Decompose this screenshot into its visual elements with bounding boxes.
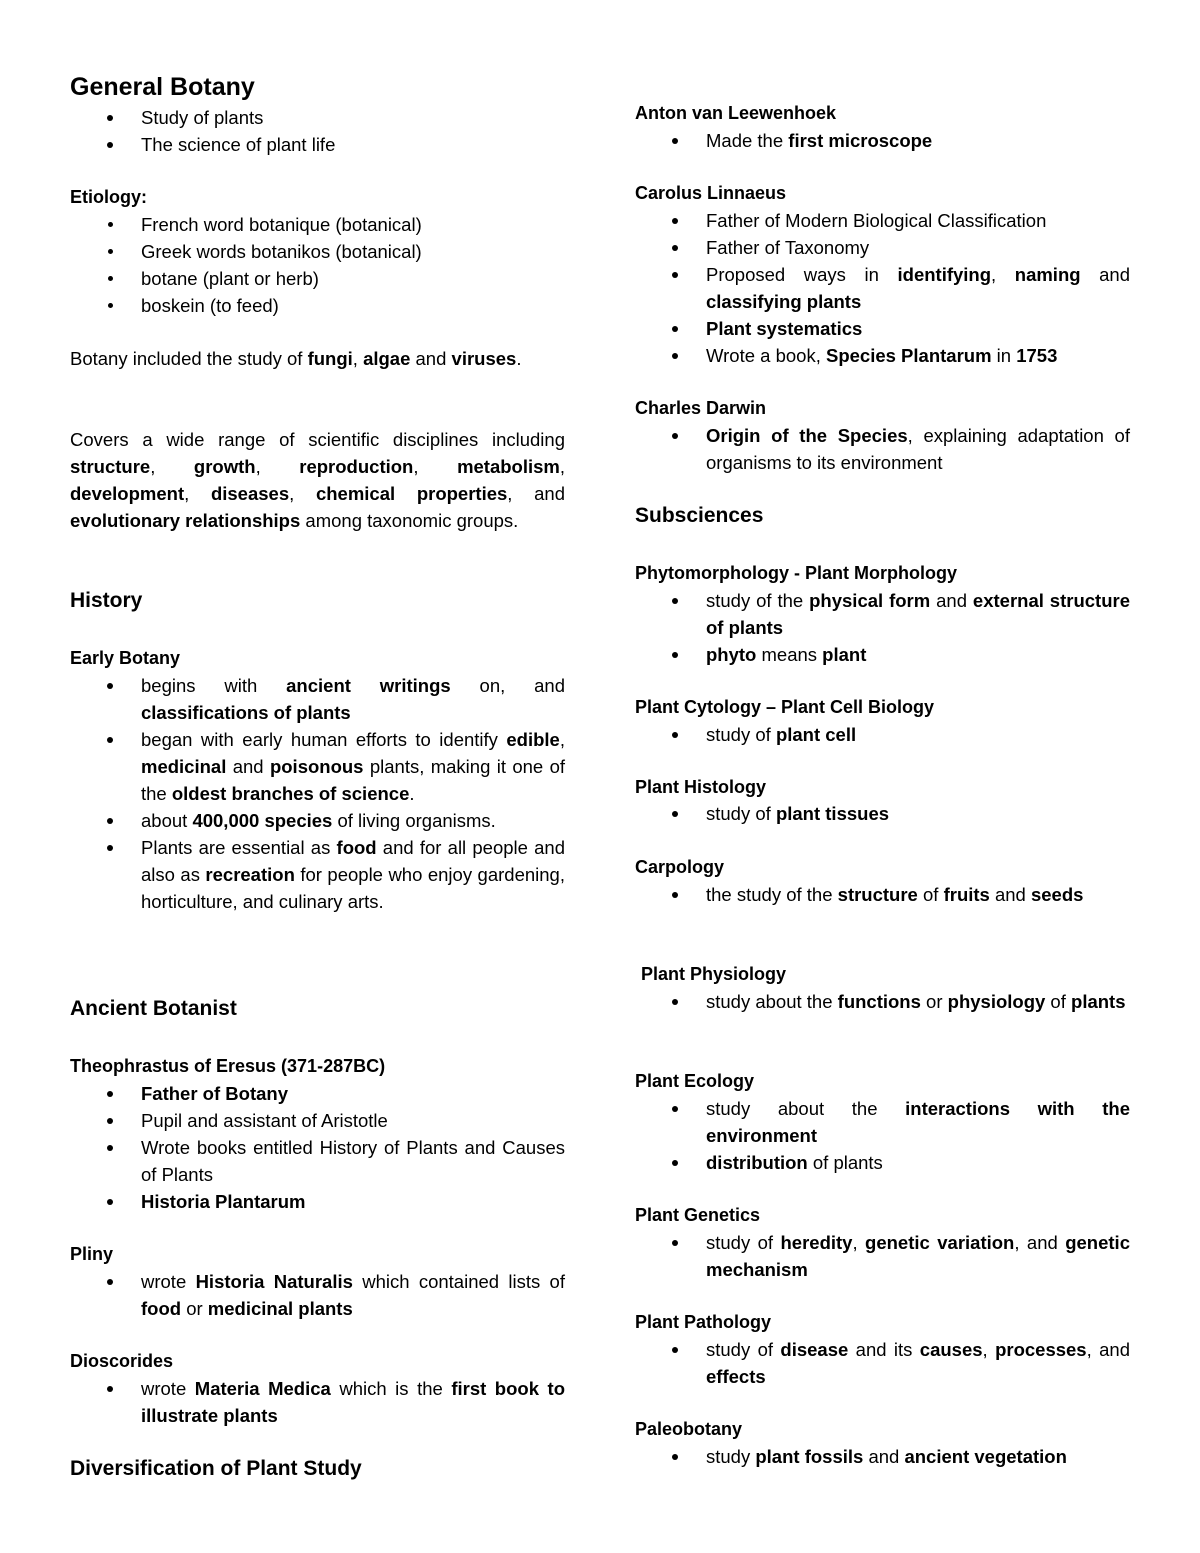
bold-term: plant cell [775,724,857,745]
paragraph-block [70,426,565,534]
list-item: Made the first microscope [635,127,1130,154]
bullet-list [70,104,565,158]
subheading-carolus-linnaeus [635,180,1130,207]
bold-term: development [70,483,185,504]
bold-term: distribution [706,1152,808,1173]
bullet-list [635,127,1130,154]
list-item [70,1080,565,1107]
heading-block [70,1456,565,1482]
subheading-plant-genetics [635,1202,1130,1229]
page-title-general-botany: General Botany [70,73,255,101]
bold-term: Etiology [70,187,141,207]
list-item: study plant fossils and ancient vegetation [635,1443,1130,1470]
bold-term: causes [919,1339,983,1360]
list-item: wrote Materia Medica which is the first book to illustrate plants [70,1375,565,1429]
bullet-list [70,211,565,319]
bold-term: chemical properties [315,483,508,504]
list-block [635,422,1130,476]
bold-term: medicinal [141,756,227,777]
subheading-block [635,1309,1130,1336]
subheading-dioscorides [70,1348,565,1375]
subheading-block [635,854,1130,881]
list-block [70,1268,565,1322]
bold-term: processes [995,1339,1087,1360]
bold-term: Theophrastus of Eresus (371-287BC) [70,1056,386,1076]
subheading-phytomorphology-plant-morphology: Phytomorphology - Plant Morphology [635,563,957,583]
bold-term: phyto [706,644,757,665]
list-item: French word botanique (botanical) [70,211,565,238]
bold-term: edible [506,729,560,750]
bold-term: growth [193,456,256,477]
list-block [635,1095,1130,1176]
subheading-block [635,395,1130,422]
list-block [635,587,1130,668]
list-item: began with early human efforts to identify edible, medicinal and poisonous plants, making it one of the oldest branches of science. [70,726,565,807]
bold-term: Species Plantarum [825,345,992,366]
list-item: study of plant tissues [635,800,1130,827]
bullet-list [635,1336,1130,1390]
list-block [635,881,1130,908]
bold-term: effects [706,1366,766,1387]
list-item: boskein (to feed) [70,292,565,319]
bold-term: Anton van Leewenhoek [635,103,837,123]
bold-term: Plant Morphology [805,563,957,583]
bullet-list [635,1095,1130,1176]
bold-term: Dioscorides [70,1351,174,1371]
bold-term: plant tissues [775,803,890,824]
heading-block [635,503,1130,529]
list-item: Proposed ways in identifying, naming and classifying plants [635,261,1130,315]
list-item: study of plant cell [635,721,1130,748]
subheading-plant-histology [635,774,1130,801]
subheading-block [635,1202,1130,1229]
bold-term: Pliny [70,1244,114,1264]
bold-term: food [141,1298,182,1319]
bold-term: functions [837,991,921,1012]
bold-term: seeds [1030,884,1084,905]
list-block [70,211,565,319]
bold-term: 400,000 species [192,810,333,831]
bold-term: algae [363,348,411,369]
heading-block [70,588,565,614]
subheading-theophrastus-of-eresus-371-287bc [70,1053,565,1080]
bullet-list [635,800,1130,827]
bullet-list [70,1375,565,1429]
bold-term: Plant systematics [706,318,863,339]
bold-term: plant fossils [755,1446,864,1467]
bold-term: naming [1014,264,1081,285]
heading-block [70,72,565,102]
list-item: study of the physical form and external structure of plants [635,587,1130,641]
bold-term: physical form [809,590,931,611]
bold-term: fungi [307,348,353,369]
bold-term: Paleobotany [635,1419,743,1439]
bold-term: Plant Genetics [635,1205,761,1225]
subheading-etiology: Etiology: [70,187,147,207]
bold-term: Charles Darwin [635,398,767,418]
bold-term: structure [70,456,151,477]
bold-term: disease [780,1339,849,1360]
subheading-pliny [70,1241,565,1268]
bold-term: identifying [897,264,992,285]
subheading-block [70,1053,565,1080]
list-block [70,1080,565,1215]
subheading-block [635,100,1130,127]
list-item [635,315,1130,342]
bold-term: Plant Cytology – Plant Cell Biology [635,697,935,717]
list-block [70,1375,565,1429]
list-block [635,721,1130,748]
list-item: Greek words botanikos (botanical) [70,238,565,265]
bold-term: food [336,837,377,858]
bullet-list [635,721,1130,748]
bullet-list [70,1268,565,1322]
subheading-plant-physiology [635,961,1130,988]
subheading-carpology [635,854,1130,881]
bold-term: interactions with the environment [706,1098,1130,1146]
list-block [635,1229,1130,1283]
bold-term: 1753 [1016,345,1058,366]
list-item: Wrote books entitled History of Plants and Causes of Plants [70,1134,565,1188]
list-item: wrote Historia Naturalis which contained lists of food or medicinal plants [70,1268,565,1322]
bullet-list [635,1443,1130,1470]
bold-term: evolutionary relationships [70,510,301,531]
subheading-block [70,1348,565,1375]
subheading-plant-pathology [635,1309,1130,1336]
bold-term: Plant Pathology [635,1312,772,1332]
bold-term: Historia Naturalis [195,1271,353,1292]
subheading-block [635,774,1130,801]
paragraph: Botany included the study of fungi, algae and viruses. [70,348,522,369]
bold-term: Carolus Linnaeus [635,183,787,203]
list-item: study about the interactions with the environment [635,1095,1130,1149]
subheading-block [635,1416,1130,1443]
bold-term: plant [822,644,867,665]
subheading-early-botany [70,645,565,672]
subheading-block [635,560,1130,587]
bullet-list [70,672,565,915]
list-block [635,127,1130,154]
section-heading-history: History [70,589,143,612]
list-item: begins with ancient writings on, and classifications of plants [70,672,565,726]
subheading-plant-cytology-plant-cell-biology [635,694,1130,721]
bullet-list [635,422,1130,476]
bold-term: ancient vegetation [904,1446,1067,1467]
list-block [635,207,1130,369]
heading-block [70,996,565,1022]
bullet-list [635,587,1130,668]
list-item: the study of the structure of fruits and seeds [635,881,1130,908]
subheading-block [635,180,1130,207]
bullet-list [635,988,1130,1015]
section-heading-subsciences: Subsciences [635,504,764,527]
bold-term: physiology [947,991,1046,1012]
list-block [70,104,565,158]
bold-term: reproduction [299,456,414,477]
list-item: Wrote a book, Species Plantarum in 1753 [635,342,1130,369]
bold-term: Early Botany [70,648,181,668]
list-item: phyto means plant [635,641,1130,668]
subheading-block [70,184,565,211]
bold-term: Father of Botany [141,1083,288,1104]
list-item: Origin of the Species, explaining adaptation of organisms to its environment [635,422,1130,476]
subheading-plant-ecology [635,1068,1130,1095]
list-item: distribution of plants [635,1149,1130,1176]
bold-term: classifying plants [706,291,862,312]
section-heading-ancient-botanist: Ancient Botanist [70,997,237,1020]
paragraph: Covers a wide range of scientific disciplines including structure, growth, reproduction, metabolism, development, diseases, chemical properties, and evolutionary relationships among taxonomic groups. [70,429,566,531]
bullet-list [635,1229,1130,1283]
subheading-block [70,1241,565,1268]
list-item: study of heredity, genetic variation, and genetic mechanism [635,1229,1130,1283]
list-block [635,1336,1130,1390]
bold-term: Plant Histology [635,777,767,797]
list-item: study about the functions or physiology of plants [635,988,1130,1015]
bold-term: viruses [451,348,517,369]
list-block [635,800,1130,827]
bold-term: ancient writings [286,675,451,696]
subheading-block [635,1068,1130,1095]
bold-term: external structure of plants [706,590,1130,638]
list-item [70,1188,565,1215]
subheading-block [635,961,1130,988]
list-item: Plants are essential as food and for all people and also as recreation for people who enjoy gardening, horticulture, and culinary arts. [70,834,565,915]
bullet-list [635,207,1130,369]
list-item: study of disease and its causes, processes, and effects [635,1336,1130,1390]
bold-term: fruits [943,884,990,905]
subheading-paleobotany [635,1416,1130,1443]
subheading-charles-darwin [635,395,1130,422]
bullet-list [635,881,1130,908]
bold-term: diseases [210,483,290,504]
bold-term: first microscope [788,130,933,151]
bold-term: classifications of plants [141,702,351,723]
list-item: The science of plant life [70,131,565,158]
bold-term: genetic variation [865,1232,1015,1253]
subheading-anton-van-leewenhoek [635,100,1130,127]
paragraph-block [70,345,565,372]
list-item: Pupil and assistant of Aristotle [70,1107,565,1134]
bold-term: genetic mechanism [706,1232,1130,1280]
bold-term: oldest branches of science [171,783,410,804]
bold-term: Plant Physiology [641,964,787,984]
list-item: Father of Taxonomy [635,234,1130,261]
bold-term: Phytomorphology [635,563,789,583]
bold-term: structure [837,884,918,905]
list-block [70,672,565,915]
bold-term: first book to illustrate plants [141,1378,565,1426]
list-item: botane (plant or herb) [70,265,565,292]
bold-term: recreation [205,864,295,885]
bold-term: Carpology [635,857,725,877]
bold-term: heredity [780,1232,853,1253]
subheading-block [635,694,1130,721]
list-block [635,1443,1130,1470]
bold-term: medicinal plants [207,1298,353,1319]
bullet-list [70,1080,565,1215]
list-item: Father of Modern Biological Classification [635,207,1130,234]
bold-term: Materia Medica [194,1378,331,1399]
bold-term: poisonous [269,756,364,777]
list-item: about 400,000 species of living organisms. [70,807,565,834]
section-heading-diversification-of-plant-study: Diversification of Plant Study [70,1457,362,1480]
subheading-block [70,645,565,672]
list-item: Study of plants [70,104,565,131]
bold-term: Origin of the Species [706,425,908,446]
bold-term: Historia Plantarum [141,1191,306,1212]
bold-term: plants [1071,991,1126,1012]
bold-term: metabolism [457,456,560,477]
bold-term: Plant Ecology [635,1071,755,1091]
list-block [635,988,1130,1015]
